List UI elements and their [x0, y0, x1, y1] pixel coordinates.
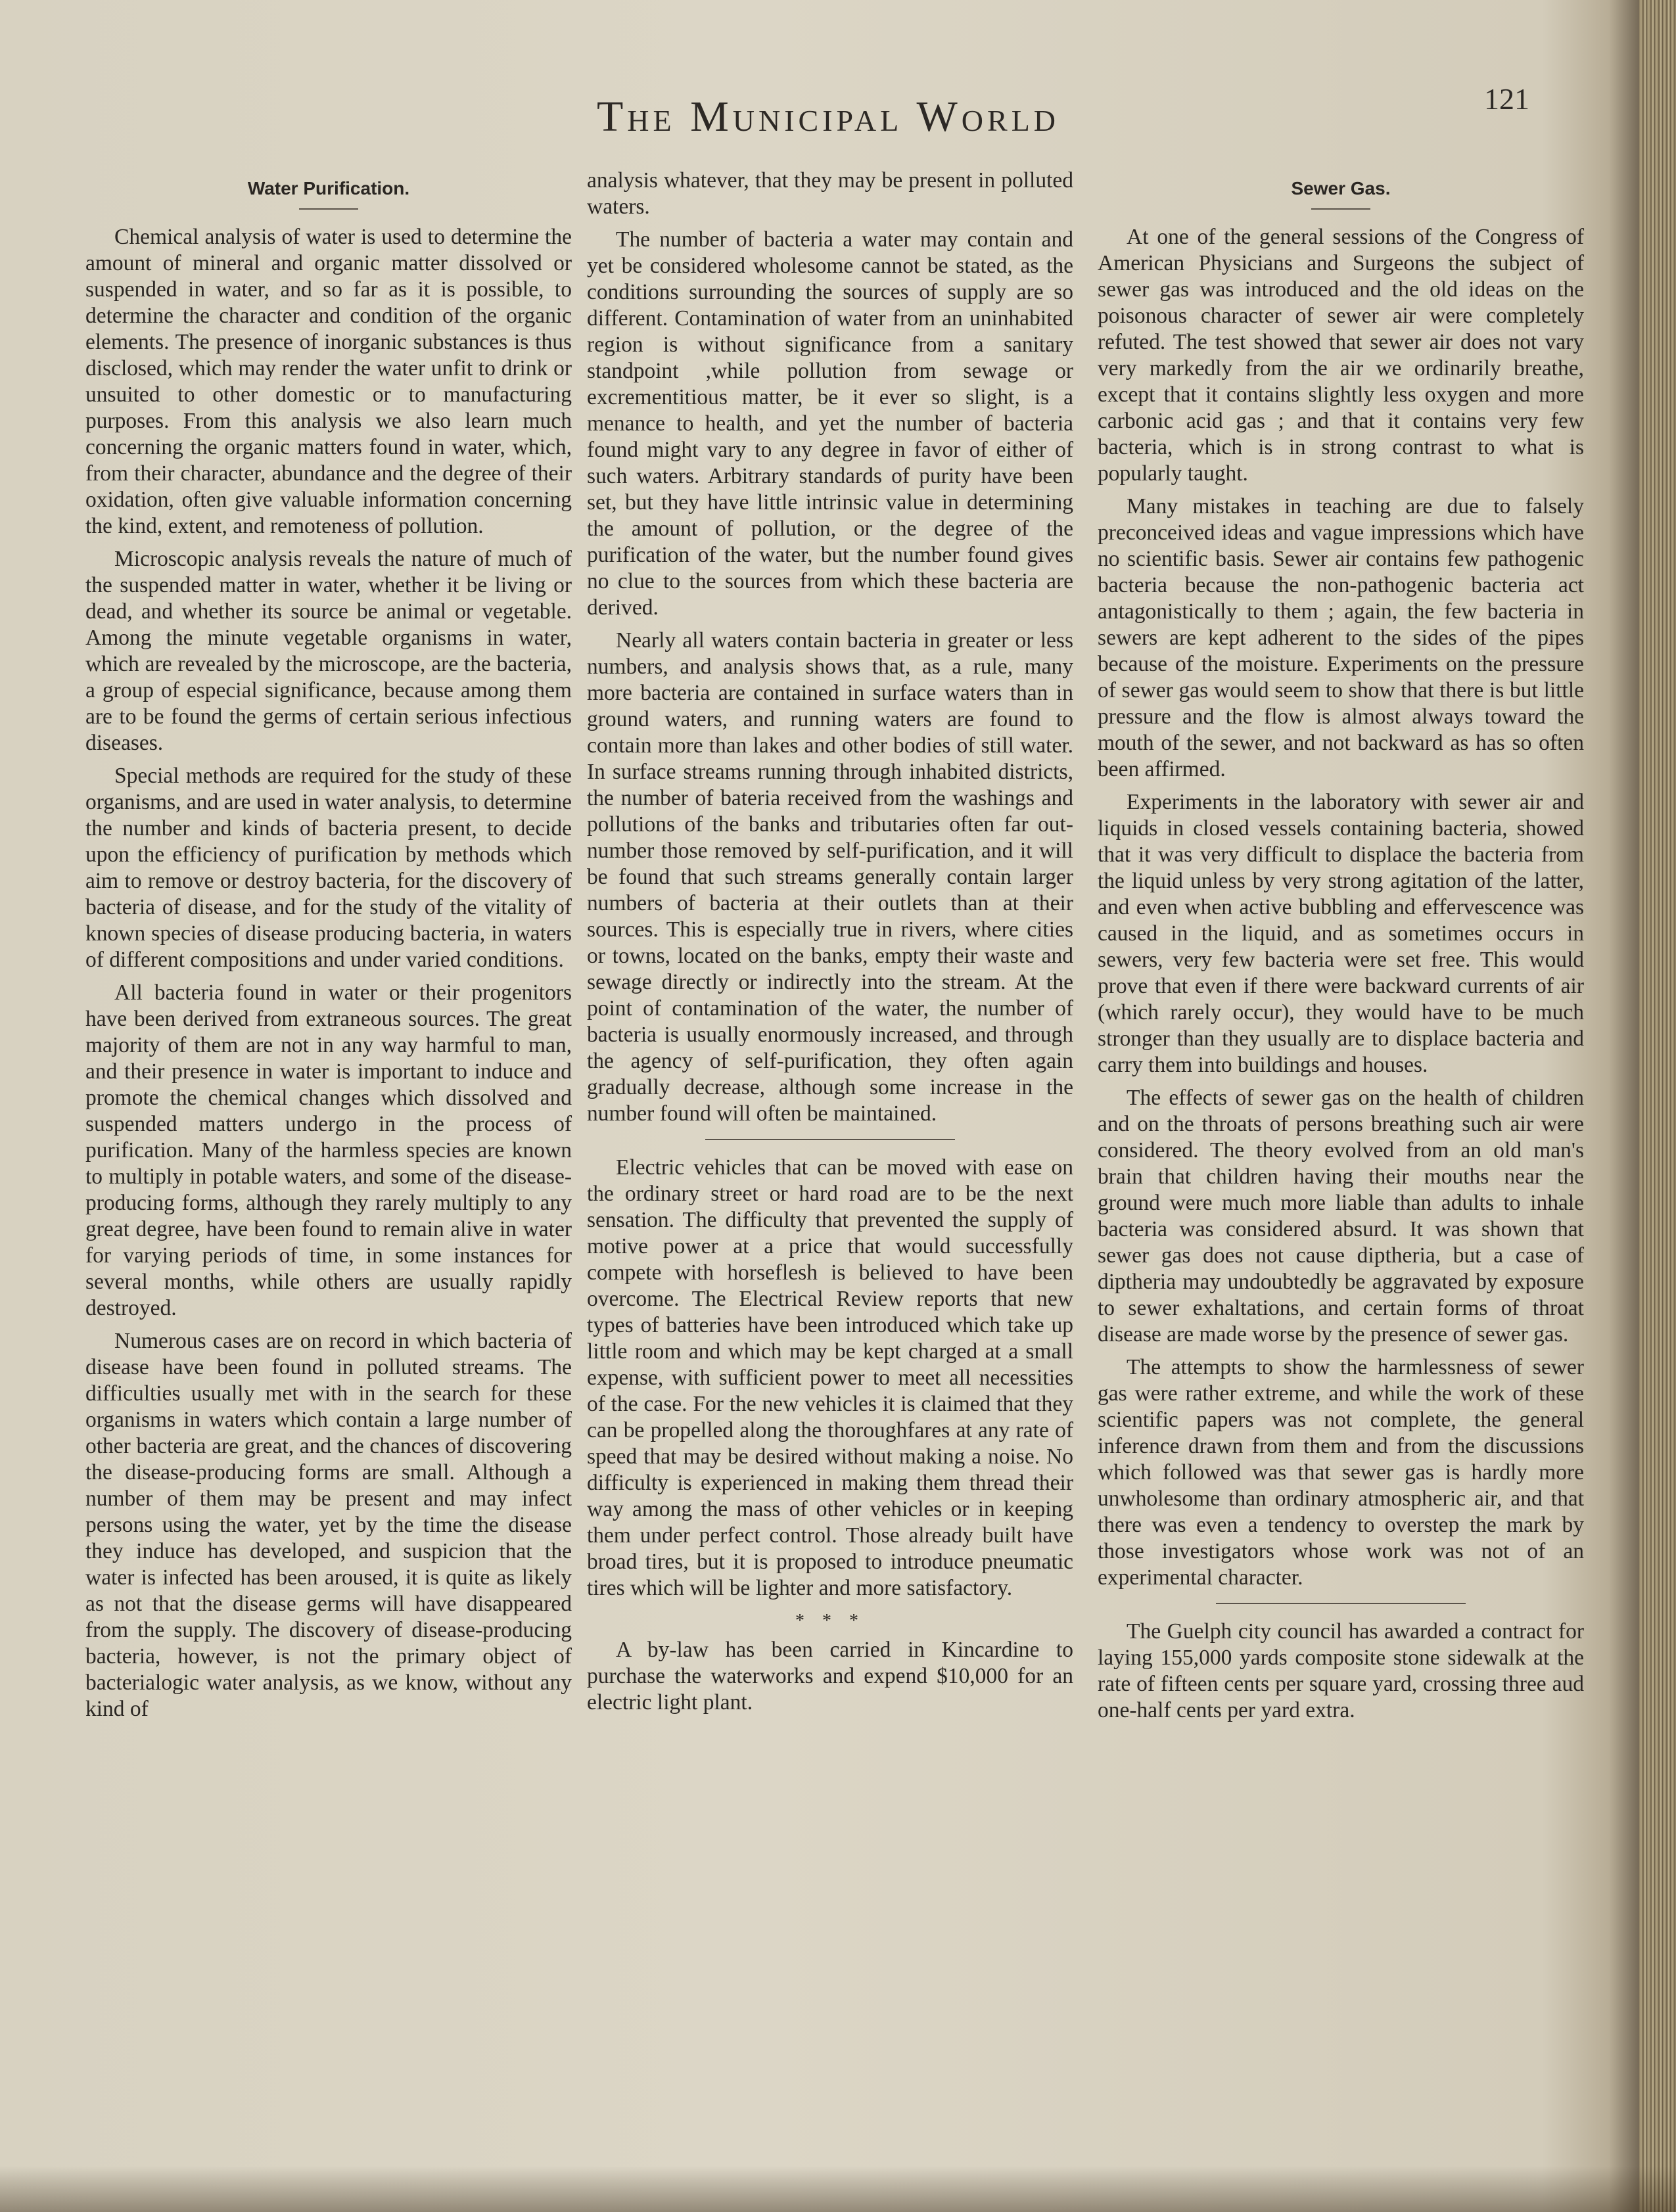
page-number: 121	[1484, 82, 1529, 116]
paragraph-continued: analysis whatever, that they may be present in polluted waters.	[587, 168, 1073, 219]
paragraph: Microscopic analysis reveals the nature of much of the suspended matter in water, whether it be living or dead, and whether its source be animal or vegetable. Among the minute vegetable organisms in water, which are revealed by the microscope, are the bacteria, a group of especial significance, because among them are to be found the germs of certain serious infectious diseases.	[85, 547, 572, 755]
column-3	[1098, 168, 1584, 1730]
paragraph: Chemical analysis of water is used to determine the amount of mineral and organic matter dissolved or suspended in water, and so far as it is possible, to determine the character and condition of the organic elements. The presence of inorganic substances is thus disclosed, which may render the water unfit to drink or unsuited to other domestic or to manufacturing purposes. From this analysis we also learn much concerning the organic matters found in water, which, from their character, abundance and the degree of their oxidation, often give valuable information concerning the kind, extent, and remoteness of pollution.	[85, 225, 572, 538]
heading-rule	[1311, 208, 1370, 210]
section-divider	[1216, 1603, 1466, 1604]
paragraph-kincardine: A by-law has been carried in Kincardine to purchase the waterworks and expend $10,000 for an electric light plant.	[587, 1638, 1073, 1715]
paragraph: The effects of sewer gas on the health of children and on the throats of persons breathing such air were considered. The theory evolved from an old man's brain that children having their mouths near the ground were much more liable than adults to inhale bacteria was considered absurd. It was shown that sewer gas does not cause diptheria, but a case of diptheria may undoubtedly be aggravated by exposure to sewer exhaltations, and certain forms of throat disease are made worse by the presence of sewer gas.	[1098, 1086, 1584, 1347]
asterism-divider: * * *	[795, 1611, 865, 1631]
book-binding-edge	[1639, 0, 1676, 2212]
article-heading-sewer-gas: Sewer Gas.	[1291, 178, 1391, 198]
paragraph: The attempts to show the harmlessness of sewer gas were rather extreme, and while the work of these scientific papers was not complete, the general inference drawn from them and from the discussions which followed was that sewer gas is hardly more unwholesome than ordinary atmospheric air, and that there was even a tendency to overstep the mark by those investigators whose work was not of an experimental character.	[1098, 1355, 1584, 1590]
section-divider	[705, 1139, 955, 1140]
heading-rule	[299, 208, 358, 210]
paragraph: The number of bacteria a water may contain and yet be considered wholesome cannot be stated, as the conditions surrounding the sources of supply are so different. Contamination of water from an uninhabited region is without significance from a sanitary standpoint ,while pollution from sewage or excrementitious matter, be it ever so slight, is a menance to health, and yet the number of bacteria found might vary to any degree in favor of either of such waters. Arbitrary standards of purity have been set, but they have little intrinsic value in determining the amount of pollution, or the degree of the purification of the water, but the number found gives no clue to the sources from which these bacteria are derived.	[587, 227, 1073, 620]
paragraph: Numerous cases are on record in which bacteria of disease have been found in polluted streams. The difficulties usually met with in the search for these organisms in waters which contain a large number of other bacteria are great, and the chances of discovering the disease-producing forms are small. Although a number of them may be present and may infect persons using the water, yet by the time the disease they induce has developed, and suspicion that the water is infected has been aroused, it is quite as likely as not that the disease germs will have disappeared from the supply. The discovery of disease-producing bacteria, however, is not the primary object of bacterialogic water analysis, as we know, without any kind of	[85, 1329, 572, 1721]
paragraph: All bacteria found in water or their progenitors have been derived from extraneous sources. The great majority of them are not in any way harmful to man, and their presence in water is important to induce and promote the chemical changes which dissolved and suspended matters undergo in the process of purification. Many of the harmless species are known to multiply in potable waters, and some of the disease-producing forms, although they rarely multiply to any great degree, have been found to remain alive in water for varying periods of time, in some instances for several months, while others are usually rapidly destroyed.	[85, 980, 572, 1320]
paragraph-electric-vehicles: Electric vehicles that can be moved with ease on the ordinary street or hard road are to be the next sensation. The difficulty that prevented the supply of motive power at a price that would successfully compete with horseflesh is believed to have been overcome. The Electrical Review reports that new types of batteries have been introduced which take up little room and which may be kept charged at a small expense, with sufficient power to meet all necessities of the case. For the new vehicles it is claimed that they can be propelled along the thoroughfares at any rate of speed that may be desired without making a noise. No difficulty is experienced in making them thread their way among the mass of other vehicles or in keeping them under perfect control. Those already built have broad tires, but it is proposed to introduce pneumatic tires which will be lighter and more satisfactory.	[587, 1155, 1073, 1600]
masthead-title: The Municipal World	[596, 93, 1060, 141]
column-1	[85, 168, 572, 1729]
paragraph: Nearly all waters contain bacteria in greater or less numbers, and analysis shows that, as a rule, many more bacteria are contained in surface waters than in ground waters, and running waters are found to contain more than lakes and other bodies of still water. In surface streams running through inhabited districts, the number of bateria received from the washings and pollutions of the banks and tributaries often far out-number those removed by self-purification, and it will be found that such streams generally contain larger numbers of bacteria at their outlets than at their sources. This is especially true in rivers, where cities or towns, located on the banks, empty their waste and sewage directly or indirectly into the stream. At the point of contamination of the water, the number of bacteria is usually enormously increased, and through the agency of self-purification, they often again gradually decrease, although some increase in the number found will often be maintained.	[587, 628, 1073, 1126]
page-bottom-shadow	[0, 2166, 1676, 2212]
paragraph-guelph: The Guelph city council has awarded a contract for laying 155,000 yards composite stone sidewalk at the rate of fifteen cents per square yard, crossing three aud one-half cents per yard extra.	[1098, 1619, 1584, 1722]
paragraph: Special methods are required for the study of these organisms, and are used in water analysis, to determine the number and kinds of bacteria present, to decide upon the efficiency of purification by methods which aim to remove or destroy bacteria, for the discovery of bacteria of disease, and for the study of the vitality of known species of disease producing bacteria, in waters of different compositions and under varied conditions.	[85, 764, 572, 972]
column-2	[587, 168, 1073, 1722]
article-heading-water-purification: Water Purification.	[247, 178, 410, 198]
paragraph: At one of the general sessions of the Congress of American Physicians and Surgeons the subject of sewer gas was introduced and the old ideas on the poisonous character of sewer air were completely refuted. The test showed that sewer air does not vary very markedly from the air we ordinarily breathe, except that it contains slightly less oxygen and more carbonic acid gas ; and that it contains very few bacteria, which is in strong contrast to what is popularly taught.	[1098, 225, 1584, 486]
paragraph: Experiments in the laboratory with sewer air and liquids in closed vessels containing bacteria, showed that it was very difficult to displace the bacteria from the liquid unless by very strong agitation of the latter, and even when active bubbling and effervescence was caused in the liquid, and as sometimes occurs in sewers, very few bacteria were set free. This would prove that even if there were backward currents of air (which rarely occur), they would have to be much stronger than they usually are to displace bacteria and carry them into buildings and houses.	[1098, 790, 1584, 1077]
paragraph: Many mistakes in teaching are due to falsely preconceived ideas and vague impressions which have no scientific basis. Sewer air contains few pathogenic bacteria because the non-pathogenic bacteria act antagonistically to them ; again, the few bacteria in sewers are kept adherent to the sides of the pipes because of the moisture. Experiments on the pressure of sewer gas would seem to show that there is but little pressure and the flow is almost always toward the mouth of the sewer, and not backward as has so often been affirmed.	[1098, 494, 1584, 781]
